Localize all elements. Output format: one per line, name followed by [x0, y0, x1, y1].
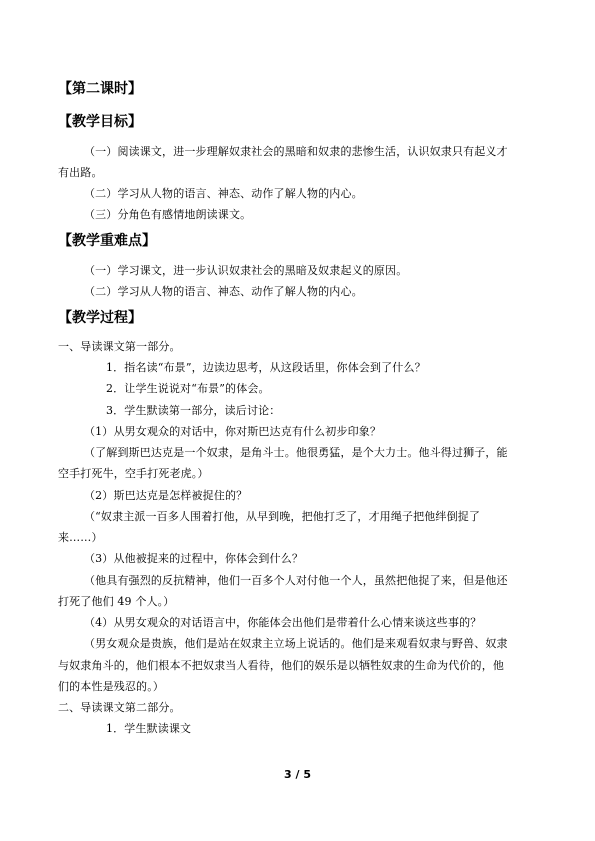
- question-2: （2）斯巴达克是怎样被捉住的？: [84, 489, 248, 502]
- objective-1-line-2: 有出路。: [58, 166, 103, 179]
- step-3: 3．学生默读第一部分，读后讨论：: [106, 404, 281, 417]
- step-2: 2．让学生说说对“布景”的体会。: [106, 382, 270, 395]
- part-1-title: 一、导读课文第一部分。: [58, 340, 181, 353]
- answer-3-line-2: 打死了他们 49 个人。）: [58, 595, 175, 608]
- page-number: 3 / 5: [284, 768, 311, 781]
- question-3: （3）从他被捉来的过程中，你体会到什么？: [84, 552, 303, 565]
- answer-1-line-2: 空手打死牛，空手打死老虎。）: [58, 467, 209, 480]
- part-2-step-1: 1．学生默读课文: [106, 722, 192, 735]
- heading-objectives: 【教学目标】: [58, 114, 142, 130]
- key-point-1: （一）学习课文，进一步认识奴隶社会的黑暗及奴隶起义的原因。: [84, 264, 408, 277]
- answer-1-line-1: （了解到斯巴达克是一个奴隶，是角斗士。他很勇猛，是个大力士。他斗得过狮子，能: [84, 446, 508, 459]
- question-1: （1）从男女观众的对话中，你对斯巴达克有什么初步印象？: [84, 425, 382, 438]
- answer-3-line-1: （他具有强烈的反抗精神，他们一百多个人对付他一个人，虽然把他捉了来，但是他还: [84, 574, 508, 587]
- part-2-title: 二、导读课文第二部分。: [58, 701, 181, 714]
- key-point-2: （二）学习从人物的语言、神态、动作了解人物的内心。: [84, 285, 363, 298]
- answer-4-line-2: 与奴隶角斗的，他们根本不把奴隶当人看待，他们的娱乐是以牺牲奴隶的生命为代价的，他: [58, 659, 504, 672]
- question-4: （4）从男女观众的对话语言中，你能体会出他们是带着什么心情来谈这些事的？: [84, 616, 482, 629]
- heading-lesson: 【第二课时】: [58, 81, 142, 97]
- answer-4-line-3: 们的本性是残忍的。）: [58, 680, 164, 693]
- heading-key-points: 【教学重难点】: [58, 233, 156, 249]
- objective-3: （三）分角色有感情地朗读课文。: [84, 208, 252, 221]
- objective-1-line-1: （一）阅读课文，进一步理解奴隶社会的黑暗和奴隶的悲惨生活，认识奴隶只有起义才: [84, 145, 508, 158]
- answer-2-line-1: （“奴隶主派一百多人围着打他，从早到晚，把他打乏了，才用绳子把他绊倒捉了: [84, 510, 481, 523]
- answer-2-line-2: 来……）: [58, 531, 103, 544]
- heading-process: 【教学过程】: [58, 310, 142, 326]
- step-1: 1．指名读“布景”，边读边思考，从这段话里，你体会到了什么？: [106, 361, 426, 374]
- answer-4-line-1: （男女观众是贵族，他们是站在奴隶主立场上说话的。他们是来观看奴隶与野兽、奴隶: [84, 637, 508, 650]
- objective-2: （二）学习从人物的语言、神态、动作了解人物的内心。: [84, 187, 363, 200]
